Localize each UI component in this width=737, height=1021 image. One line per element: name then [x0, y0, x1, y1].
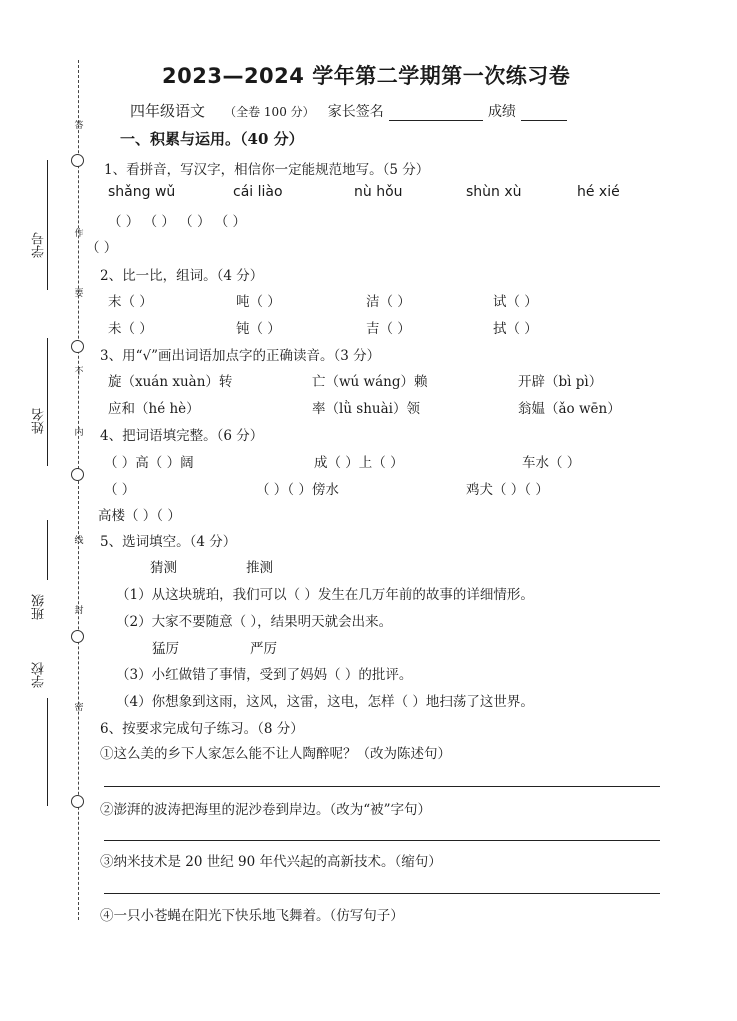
pronunciation-item[interactable]: 翁媪（ǎo wēn） [518, 401, 621, 417]
idiom-item[interactable]: （ ） [104, 482, 136, 498]
idiom-item[interactable]: 鸡犬（ ）（ ） [466, 482, 549, 498]
binding-char: 要 [74, 289, 84, 299]
exam-title: 2023—2024 学年第二学期第一次练习卷 [162, 64, 571, 88]
compare-item[interactable]: 吉（ ） [366, 321, 411, 337]
binding-char: 答 [74, 121, 84, 131]
pinyin-item: shùn xù [466, 184, 522, 200]
class-field [47, 520, 48, 580]
question-2-prompt: 2、比一比，组词。（4 分） [100, 268, 264, 284]
pronunciation-item[interactable]: 应和（hé hè） [108, 401, 200, 417]
word-choice: 推测 [246, 560, 273, 576]
binding-hole-4 [71, 630, 84, 643]
fill-sentence[interactable]: （2）大家不要随意（ ），结果明天就会出来。 [116, 614, 393, 630]
fill-sentence[interactable]: （3）小红做错了事情，受到了妈妈（ ）的批评。 [116, 667, 413, 683]
question-3-prompt: 3、用“√”画出词语加点字的正确读音。（3 分） [100, 348, 381, 364]
section-heading: 一、积累与运用。（40 分） [120, 130, 304, 148]
name-label: 姓名 [32, 408, 47, 434]
pronunciation-item[interactable]: 率（lǜ shuài）领 [312, 401, 420, 417]
answer-line[interactable] [104, 840, 660, 841]
sentence-task: ①这么美的乡下人家怎么能不让人陶醉呢？（改为陈述句） [100, 746, 451, 762]
sentence-task: ④一只小苍蝇在阳光下快乐地飞舞着。（仿写句子） [100, 908, 404, 924]
answer-blanks[interactable]: （ ） （ ） （ ） （ ） [108, 214, 247, 230]
subject-label: 四年级语文 [130, 102, 206, 120]
answer-blanks[interactable]: （ ） [86, 240, 118, 256]
binding-hole-1 [71, 154, 84, 167]
student-id-label: 学号 [32, 232, 47, 258]
full-score-label: （全卷 100 分） [224, 105, 315, 119]
question-5-prompt: 5、选词填空。（4 分） [100, 534, 237, 550]
score-label: 成绩 [487, 104, 516, 120]
idiom-item[interactable]: 车水（ ） [522, 455, 581, 471]
answer-line[interactable] [104, 893, 660, 894]
question-6-prompt: 6、按要求完成句子练习。（8 分） [100, 721, 304, 737]
pronunciation-item[interactable]: 旋（xuán xuàn）转 [108, 374, 233, 390]
compare-item[interactable]: 钝（ ） [236, 321, 281, 337]
idiom-item[interactable]: 高楼（ ）（ ） [98, 508, 181, 524]
binding-char: 密 [74, 703, 84, 713]
pinyin-item: nù hǒu [354, 184, 403, 200]
idiom-item[interactable]: （ ）（ ）傍水 [256, 482, 339, 498]
binding-char: 封 [74, 606, 84, 616]
exam-header [130, 100, 567, 121]
parent-sign-field[interactable] [389, 106, 483, 121]
pinyin-item: hé xié [577, 184, 620, 200]
sentence-task: ②澎湃的波涛把海里的泥沙卷到岸边。（改为“被”字句） [100, 802, 432, 818]
idiom-item[interactable]: （ ）高（ ）阔 [104, 455, 194, 471]
fill-sentence[interactable]: （4）你想象到这雨，这风，这雷，这电，怎样（ ）地扫荡了这世界。 [116, 694, 534, 710]
word-choice: 猜测 [150, 560, 177, 576]
question-4-prompt: 4、把词语填完整。（6 分） [100, 428, 264, 444]
binding-char: 作 [74, 229, 84, 239]
fill-sentence[interactable]: （1）从这块琥珀，我们可以（ ）发生在几万年前的故事的详细情形。 [116, 587, 534, 603]
binding-hole-3 [71, 468, 84, 481]
compare-item[interactable]: 末（ ） [108, 294, 153, 310]
class-label: 班级 [32, 594, 47, 620]
binding-dashed-line [78, 60, 79, 920]
word-choice: 猛厉 [152, 641, 179, 657]
sentence-task: ③纳米技术是 20 世纪 90 年代兴起的高新技术。（缩句） [100, 854, 442, 870]
binding-char: 内 [74, 428, 84, 438]
score-field[interactable] [521, 106, 567, 121]
idiom-item[interactable]: 成（ ）上（ ） [314, 455, 404, 471]
pronunciation-item[interactable]: 亡（wú wáng）赖 [312, 374, 428, 390]
parent-sign-label: 家长签名 [327, 104, 384, 120]
binding-char: 线 [74, 536, 84, 546]
compare-item[interactable]: 试（ ） [493, 294, 538, 310]
school-label: 学校 [32, 662, 47, 688]
binding-char: 不 [74, 367, 84, 377]
answer-line[interactable] [104, 786, 660, 787]
question-1-prompt: 1、看拼音，写汉字，相信你一定能规范地写。（5 分） [104, 162, 430, 178]
compare-item[interactable]: 未（ ） [108, 321, 153, 337]
binding-hole-2 [71, 340, 84, 353]
pinyin-item: shǎng wǔ [108, 184, 176, 200]
compare-item[interactable]: 拭（ ） [493, 321, 538, 337]
pinyin-item: cái liào [233, 184, 283, 200]
student-id-field [47, 160, 48, 290]
word-choice: 严厉 [250, 641, 277, 657]
compare-item[interactable]: 吨（ ） [236, 294, 281, 310]
name-field [47, 338, 48, 466]
compare-item[interactable]: 洁（ ） [366, 294, 411, 310]
pronunciation-item[interactable]: 开辟（bì pì） [518, 374, 603, 390]
binding-hole-5 [71, 795, 84, 808]
school-field [47, 698, 48, 806]
